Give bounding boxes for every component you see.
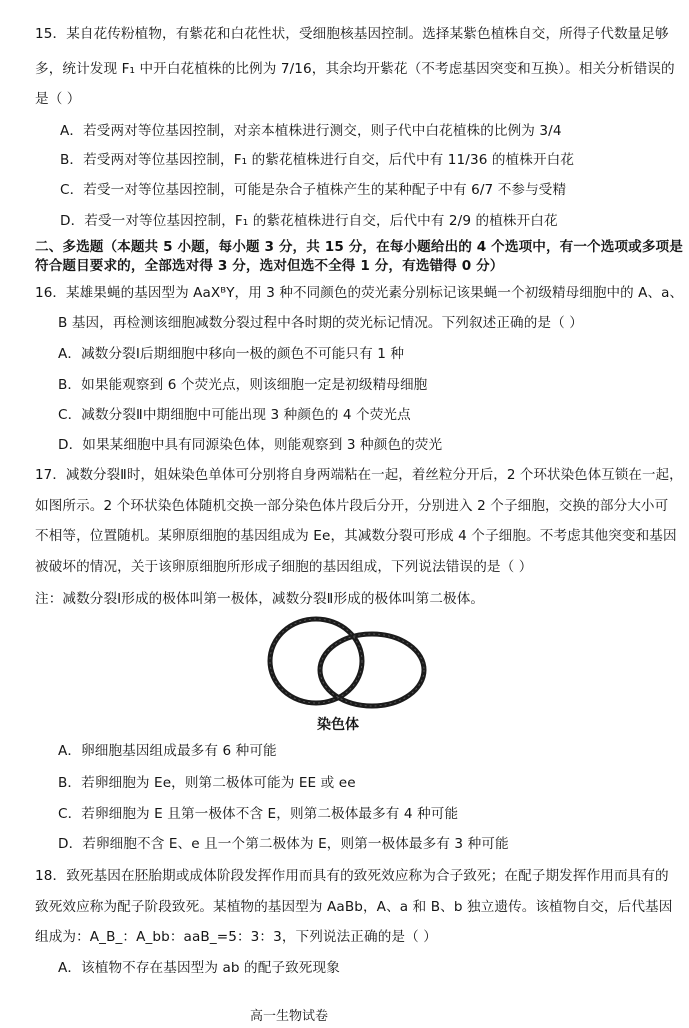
section2-heading-line-2: 符合题目要求的，全部选对得 3 分，选对但选不全得 1 分，有选错得 0 分） xyxy=(35,258,504,274)
page-footer: 高一生物试卷 xyxy=(250,1009,329,1024)
q17-option-a: A．卵细胞基因组成最多有 6 种可能 xyxy=(58,743,277,759)
q15-stem-line-1: 15．某自花传粉植物，有紫花和白花性状，受细胞核基因控制。选择某紫色植株自交，所得子代数量足够 xyxy=(35,26,669,42)
q15-stem-line-2: 多，统计发现 F₁ 中开白花植株的比例为 7/16，其余均开紫花（不考虑基因突变和互换）。相关分析错误的 xyxy=(35,61,675,77)
q16-option-b: B．如果能观察到 6 个荧光点，则该细胞一定是初级精母细胞 xyxy=(58,377,428,393)
q15-stem-line-3: 是（ ） xyxy=(35,91,81,107)
q16-stem-line-1: 16．某雄果蝇的基因型为 AaXᴮY，用 3 种不同颜色的荧光素分别标记该果蝇一个初级精母细胞中的 A、a、 xyxy=(35,285,684,301)
q16-stem-line-2: B 基因，再检测该细胞减数分裂过程中各时期的荧光标记情况。下列叙述正确的是（ ） xyxy=(58,315,583,331)
q18-stem-line-3: 组成为：A_B_：A_bb：aaB_=5：3：3，下列说法正确的是（ ） xyxy=(35,929,437,945)
q17-stem-line-1: 17．减数分裂Ⅱ时，姐妹染色单体可分别将自身两端粘在一起，着丝粒分开后，2 个环状染色体互锁在一起， xyxy=(35,467,683,483)
q18-stem-line-1: 18．致死基因在胚胎期或成体阶段发挥作用而具有的致死效应称为合子致死；在配子期发挥作用而具有的 xyxy=(35,868,669,884)
section2-heading-line-1: 二、多选题（本题共 5 小题，每小题 3 分，共 15 分，在每小题给出的 4 个选项中，有一个选项或多项是 xyxy=(35,239,683,255)
q15-option-c: C．若受一对等位基因控制，可能是杂合子植株产生的某种配子中有 6/7 不参与受精 xyxy=(60,182,567,198)
q17-stem-line-3: 不相等，位置随机。某卵原细胞的基因组成为 Ee，其减数分裂可形成 4 个子细胞。不考虑其他突变和基因 xyxy=(35,528,677,544)
q16-option-a: A．减数分裂Ⅰ后期细胞中移向一极的颜色不可能只有 1 种 xyxy=(58,346,405,362)
interlocked-ring-chromosomes-figure xyxy=(264,612,434,712)
q16-option-d: D．如果某细胞中具有同源染色体，则能观察到 3 种颜色的荧光 xyxy=(58,437,443,453)
q17-option-b: B．若卵细胞为 Ee，则第二极体可能为 EE 或 ee xyxy=(58,775,356,791)
q17-note: 注：减数分裂Ⅰ形成的极体叫第一极体，减数分裂Ⅱ形成的极体叫第二极体。 xyxy=(35,591,485,607)
q15-option-d: D．若受一对等位基因控制，F₁ 的紫花植株进行自交，后代中有 2/9 的植株开白花 xyxy=(60,213,558,229)
q17-stem-line-4: 被破坏的情况，关于该卵原细胞所形成子细胞的基因组成，下列说法错误的是（ ） xyxy=(35,559,533,575)
figure-caption: 染色体 xyxy=(317,717,359,733)
q15-option-b: B．若受两对等位基因控制，F₁ 的紫花植株进行自交，后代中有 11/36 的植株开白花 xyxy=(60,152,575,168)
q17-option-d: D．若卵细胞不含 E、e 且一个第二极体为 E，则第一极体最多有 3 种可能 xyxy=(58,836,509,852)
q17-stem-line-2: 如图所示。2 个环状染色体随机交换一部分染色体片段后分开，分别进入 2 个子细胞，交换的部分大小可 xyxy=(35,498,669,514)
q18-option-a: A．该植物不存在基因型为 ab 的配子致死现象 xyxy=(58,960,340,976)
q15-option-a: A．若受两对等位基因控制，对亲本植株进行测交，则子代中白花植株的比例为 3/4 xyxy=(60,123,562,139)
q17-option-c: C．若卵细胞为 E 且第一极体不含 E，则第二极体最多有 4 种可能 xyxy=(58,806,459,822)
q16-option-c: C．减数分裂Ⅱ中期细胞中可能出现 3 种颜色的 4 个荧光点 xyxy=(58,407,411,423)
q18-stem-line-2: 致死效应称为配子阶段致死。某植物的基因型为 AaBb，A、a 和 B、b 独立遗传。该植物自交，后代基因 xyxy=(35,899,673,915)
